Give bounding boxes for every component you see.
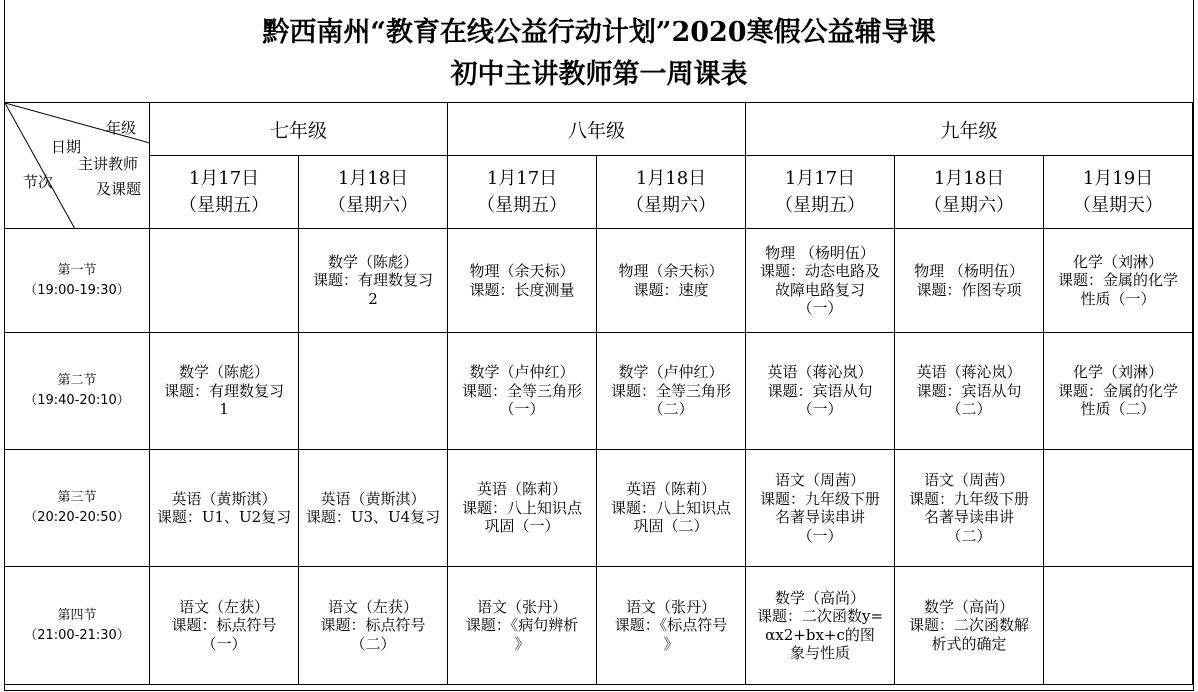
page-subtitle: 初中主讲教师第一周课表 bbox=[450, 59, 748, 90]
period-row bbox=[5, 567, 1193, 685]
topic-line: 课题：九年级下册 bbox=[760, 489, 881, 508]
subject-teacher: 语文（左获） bbox=[328, 597, 419, 616]
class-cell bbox=[597, 229, 746, 333]
topic-line: 故障电路复习 bbox=[775, 280, 866, 299]
topic-line: 课题：全等三角形 bbox=[462, 381, 583, 400]
period-name: 第二节 bbox=[57, 373, 97, 388]
date-header-cell bbox=[299, 156, 448, 229]
date-header-row bbox=[5, 156, 1193, 229]
subject-teacher: 数学（高尚） bbox=[924, 597, 1015, 616]
class-cell bbox=[597, 450, 746, 567]
topic-line: 课题：作图专项 bbox=[916, 280, 1022, 299]
topic-line: 课题：全等三角形 bbox=[611, 381, 732, 400]
subject-teacher: 物理（余天标） bbox=[618, 262, 724, 280]
topic-line: 巩固（二） bbox=[633, 517, 709, 536]
empty-cell bbox=[299, 333, 448, 450]
period-time: （21:00-21:30） bbox=[24, 627, 130, 643]
topic-line: 巩固（一） bbox=[484, 517, 560, 536]
topic-line: 课题：长度测量 bbox=[469, 280, 575, 299]
topic-line: 课题：有理数复习 bbox=[313, 271, 434, 290]
topic-line: （二） bbox=[648, 400, 694, 419]
class-cell bbox=[597, 333, 746, 450]
grade-header-row bbox=[5, 103, 1193, 156]
corner-topic-label: 及课题 bbox=[96, 180, 142, 198]
topic-line: 象与性质 bbox=[790, 644, 851, 662]
date-label: 1月18日 bbox=[933, 168, 1005, 189]
topic-line: 课题：标点符号 bbox=[320, 616, 426, 635]
date-header-cell bbox=[597, 156, 746, 229]
topic-line: 课题：二次函数解 bbox=[909, 616, 1030, 635]
period-cell bbox=[5, 567, 150, 685]
class-cell bbox=[150, 567, 299, 685]
date-header-cell bbox=[895, 156, 1044, 229]
topic-line: （一） bbox=[797, 299, 843, 317]
weekday-label: （星期五） bbox=[179, 195, 269, 216]
weekday-label: （星期六） bbox=[626, 195, 717, 216]
empty-cell bbox=[150, 229, 299, 333]
topic-line: 课题：八上知识点 bbox=[611, 498, 732, 517]
weekday-label: （星期五） bbox=[775, 195, 866, 216]
date-label: 1月17日 bbox=[486, 168, 558, 189]
date-label: 1月18日 bbox=[337, 168, 409, 189]
subject-teacher: 英语（陈莉） bbox=[477, 480, 568, 499]
topic-line: 名著导读串讲 bbox=[775, 508, 866, 526]
weekday-label: （星期六） bbox=[328, 195, 418, 216]
period-name: 第一节 bbox=[57, 262, 97, 278]
subject-teacher: 物理 （杨明伍） bbox=[765, 243, 875, 262]
corner-header-cell bbox=[5, 103, 150, 229]
period-time: （19:00-19:30） bbox=[24, 282, 130, 298]
subject-teacher: 数学（高尚） bbox=[775, 588, 866, 607]
period-row bbox=[5, 229, 1193, 333]
period-name: 第三节 bbox=[57, 490, 97, 505]
class-cell bbox=[150, 450, 299, 567]
class-cell bbox=[299, 450, 448, 567]
topic-line: 析式的确定 bbox=[931, 634, 1007, 653]
subject-teacher: 英语（陈莉） bbox=[626, 480, 717, 499]
topic-line: 课题：金属的化学 bbox=[1058, 271, 1179, 290]
class-cell bbox=[746, 450, 895, 567]
class-cell bbox=[448, 229, 597, 333]
period-time: （20:20-20:50） bbox=[24, 510, 130, 525]
class-cell bbox=[448, 567, 597, 685]
topic-line: 课题：八上知识点 bbox=[462, 498, 583, 517]
subject-teacher: 物理 （杨明伍） bbox=[914, 262, 1024, 280]
class-cell bbox=[895, 229, 1044, 333]
subject-teacher: 英语（蒋沁岚） bbox=[767, 363, 873, 382]
topic-line: 课题：U3、U4复习 bbox=[305, 508, 441, 526]
grade-header-9: 九年级 bbox=[746, 103, 1193, 156]
corner-period-label: 节次 bbox=[23, 173, 54, 191]
period-name: 第四节 bbox=[57, 607, 97, 623]
period-cell bbox=[5, 450, 150, 567]
class-cell bbox=[1044, 333, 1193, 450]
class-cell bbox=[895, 450, 1044, 567]
subject-teacher: 语文（周茜） bbox=[924, 471, 1015, 489]
subject-teacher: 英语（黄斯淇） bbox=[171, 489, 277, 508]
topic-line: 2 bbox=[368, 289, 378, 308]
topic-line: 》 bbox=[514, 634, 530, 653]
topic-line: 课题：速度 bbox=[633, 280, 709, 299]
period-cell bbox=[5, 333, 150, 450]
class-cell bbox=[150, 333, 299, 450]
subject-teacher: 化学（刘淋） bbox=[1073, 252, 1164, 271]
topic-line: 课题：有理数复习 bbox=[163, 381, 284, 400]
topic-line: （二） bbox=[350, 634, 396, 653]
subject-teacher: 化学（刘淋） bbox=[1073, 363, 1164, 382]
date-label: 1月19日 bbox=[1082, 168, 1154, 189]
date-label: 1月17日 bbox=[784, 168, 856, 189]
topic-line: 课题：九年级下册 bbox=[909, 489, 1030, 508]
topic-line: αx2+bx+c的图 bbox=[765, 625, 875, 644]
date-header-cell bbox=[746, 156, 895, 229]
topic-line: 课题：宾语从句 bbox=[767, 381, 873, 400]
empty-cell bbox=[1044, 450, 1193, 567]
period-row bbox=[5, 450, 1193, 567]
subject-teacher: 语文（张丹） bbox=[477, 597, 568, 616]
corner-date-label: 日期 bbox=[51, 138, 82, 156]
class-cell bbox=[299, 229, 448, 333]
period-row bbox=[5, 333, 1193, 450]
date-header-cell bbox=[448, 156, 597, 229]
topic-line: 性质（二） bbox=[1080, 400, 1156, 419]
date-label: 1月18日 bbox=[635, 168, 707, 189]
page-title: 黔西南州“教育在线公益行动计划”2020寒假公益辅导课 bbox=[262, 17, 936, 48]
topic-line: （二） bbox=[946, 526, 992, 545]
empty-cell bbox=[1044, 567, 1193, 685]
class-cell bbox=[895, 567, 1044, 685]
topic-line: 课题：宾语从句 bbox=[916, 381, 1022, 400]
subject-teacher: 语文（张丹） bbox=[626, 597, 717, 616]
class-cell bbox=[746, 567, 895, 685]
topic-line: 名著导读串讲 bbox=[924, 508, 1015, 526]
weekday-label: （星期六） bbox=[924, 195, 1015, 216]
class-cell bbox=[746, 333, 895, 450]
subject-teacher: 英语（蒋沁岚） bbox=[916, 363, 1022, 382]
subject-teacher: 数学（卢仲红） bbox=[618, 363, 724, 382]
topic-line: 课题：金属的化学 bbox=[1058, 381, 1179, 400]
topic-line: 1 bbox=[219, 400, 229, 419]
subject-teacher: 语文（周茜） bbox=[775, 471, 866, 489]
topic-line: （一） bbox=[499, 400, 545, 419]
class-cell bbox=[448, 333, 597, 450]
weekday-label: （星期五） bbox=[477, 195, 568, 216]
grade-header-7: 七年级 bbox=[150, 103, 448, 156]
topic-line: 课题：U1、U2复习 bbox=[156, 508, 292, 526]
topic-line: （一） bbox=[797, 400, 843, 419]
topic-line: 课题：二次函数y= bbox=[757, 607, 884, 625]
schedule-table bbox=[4, 102, 1193, 685]
topic-line: 课题：标点符号 bbox=[171, 616, 277, 635]
subject-teacher: 语文（左获） bbox=[178, 597, 269, 616]
topic-line: 性质（一） bbox=[1080, 289, 1156, 308]
topic-line: 课题：动态电路及 bbox=[760, 262, 881, 280]
topic-line: （一） bbox=[201, 634, 247, 653]
subject-teacher: 物理（余天标） bbox=[469, 262, 575, 280]
class-cell bbox=[597, 567, 746, 685]
corner-teacher-label: 主讲教师 bbox=[78, 155, 139, 173]
subject-teacher: 英语（黄斯淇） bbox=[320, 489, 426, 508]
class-cell bbox=[448, 450, 597, 567]
period-cell bbox=[5, 229, 150, 333]
topic-line: 》 bbox=[663, 634, 679, 653]
topic-line: （一） bbox=[797, 526, 843, 545]
grade-header-8: 八年级 bbox=[448, 103, 746, 156]
subject-teacher: 数学（陈彪） bbox=[178, 363, 269, 382]
subject-teacher: 数学（卢仲红） bbox=[469, 363, 575, 382]
period-time: （19:40-20:10） bbox=[24, 393, 130, 408]
topic-line: （二） bbox=[946, 400, 992, 419]
class-cell bbox=[299, 567, 448, 685]
topic-line: 课题：《病句辨析 bbox=[465, 616, 579, 635]
date-label: 1月17日 bbox=[188, 168, 260, 189]
date-header-cell bbox=[150, 156, 299, 229]
date-header-cell bbox=[1044, 156, 1193, 229]
subject-teacher: 数学（陈彪） bbox=[328, 252, 419, 271]
class-cell bbox=[1044, 229, 1193, 333]
class-cell bbox=[895, 333, 1044, 450]
weekday-label: （星期天） bbox=[1073, 195, 1164, 216]
corner-grade-label: 年级 bbox=[106, 119, 137, 137]
topic-line: 课题：《标点符号 bbox=[614, 616, 728, 635]
class-cell bbox=[746, 229, 895, 333]
